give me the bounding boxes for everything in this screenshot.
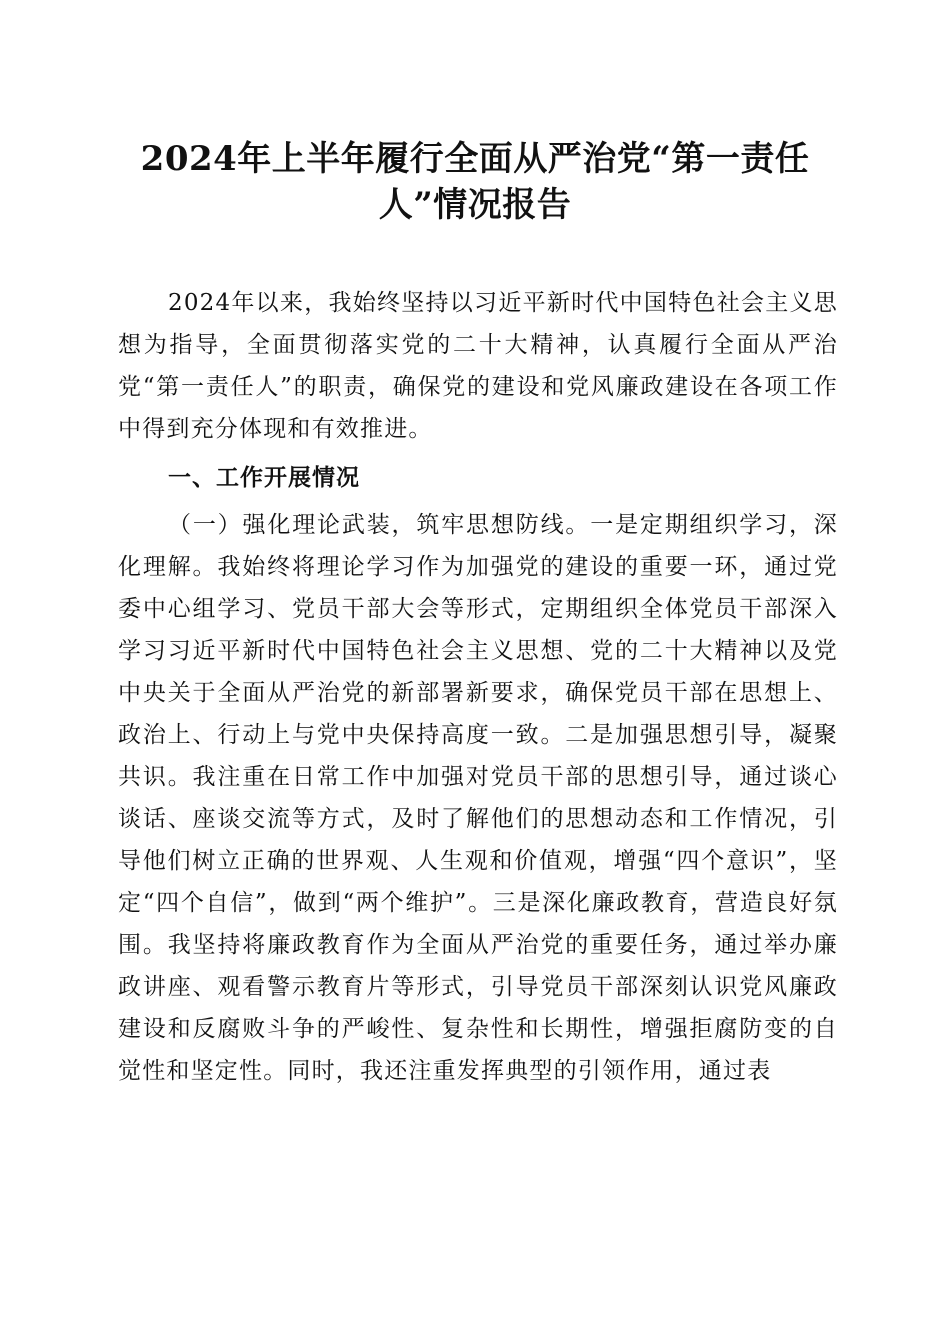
subsection-body: 一是定期组织学习，深化理解。我始终将理论学习作为加强党的建设的重要一环，通过党委中心组学习、党员干部大会等形式，定期组织全体党员干部深入学习习近平新时代中国特色社会主义思想、党的二十大精神以及党中央关于全面从严治党的新部署新要求，确保党员干部在思想上、政治上、行动上与党中央保持高度一致。二是加强思想引导，凝聚共识。我注重在日常工作中加强对党员干部的思想引导，通过谈心谈话、座谈交流等方式，及时了解他们的思想动态和工作情况，引导他们树立正确的世界观、人生观和价值观，增强“四个意识”，坚定“四个自信”，做到“两个维护”。三是深化廉政教育，营造良好氛围。我坚持将廉政教育作为全面从严治党的重要任务，通过举办廉政讲座、观看警示教育片等形式，引导党员干部深刻认识党风廉政建设和反腐败斗争的严峻性、复杂性和长期性，增强拒腐防变的自觉性和坚定性。同时，我还注重发挥典型的引领作用，通过表 bbox=[118, 512, 838, 1084]
subsection-paragraph bbox=[118, 504, 838, 1092]
document-title: 2024年上半年履行全面从严治党“第一责任人”情况报告 bbox=[140, 139, 810, 225]
subsection-lead: （一）强化理论武装，筑牢思想防线。 bbox=[168, 512, 591, 538]
section-heading: 一、工作开展情况 bbox=[168, 465, 360, 491]
intro-paragraph: 2024年以来，我始终坚持以习近平新时代中国特色社会主义思想为指导，全面贯彻落实党的二十大精神，认真履行全面从严治党“第一责任人”的职责，确保党的建设和党风廉政建设在各项工作中得到充分体现和有效推进。 bbox=[118, 290, 838, 442]
